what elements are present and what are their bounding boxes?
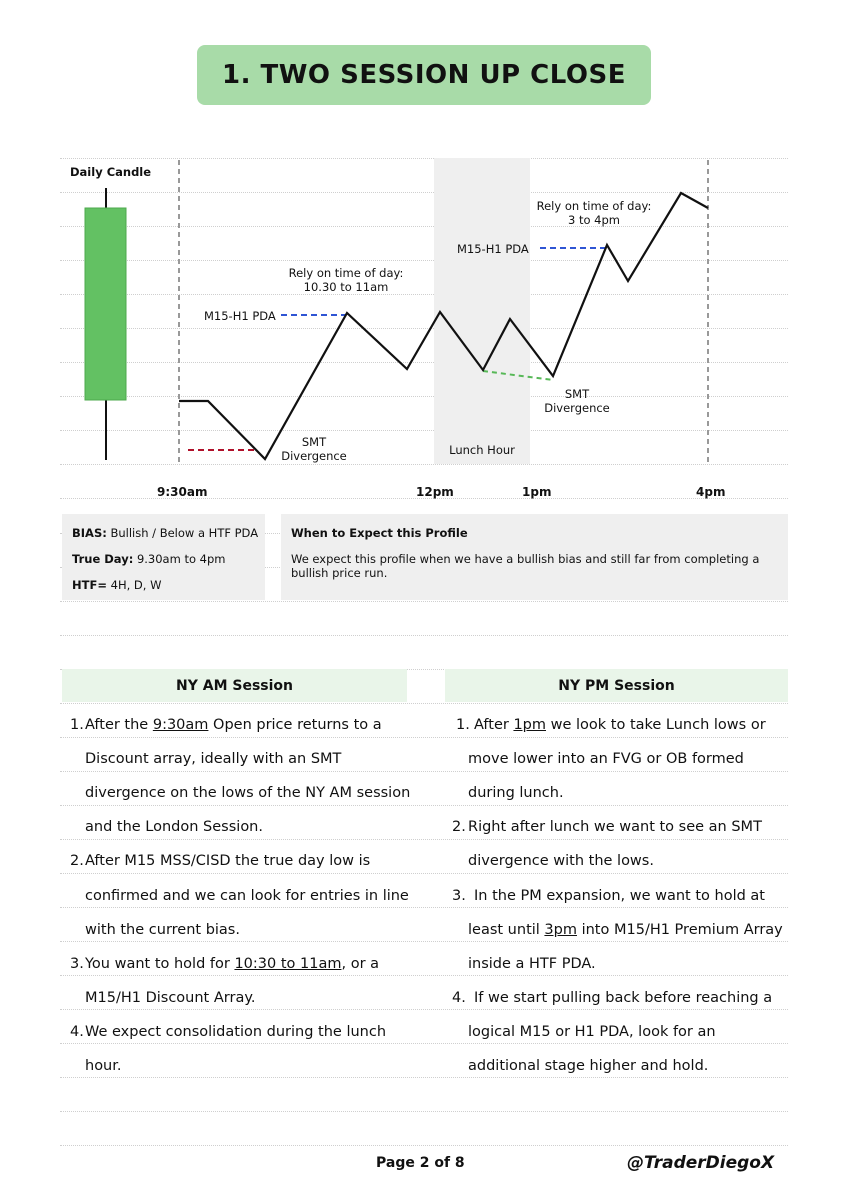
rule-line bbox=[60, 805, 788, 806]
pm-item-4-line2: logical M15 or H1 PDA, look for an bbox=[468, 1024, 716, 1040]
pm-item-1-line1: After 1pm we look to take Lunch lows or bbox=[474, 717, 766, 733]
page-number: Page 2 of 8 bbox=[376, 1155, 465, 1171]
smt-label-1-line1: SMT bbox=[301, 435, 327, 449]
am-item-4-line1: We expect consolidation during the lunch bbox=[85, 1024, 387, 1040]
am-item-2-number: 2. bbox=[70, 853, 84, 869]
rely-label-1 bbox=[276, 266, 416, 294]
rule-line bbox=[60, 941, 788, 942]
pm-item-2-number: 2. bbox=[452, 819, 466, 835]
pm-item-1-line3: during lunch. bbox=[468, 785, 564, 801]
rule-line bbox=[60, 839, 788, 840]
am-item-2-line1: After M15 MSS/CISD the true day low is bbox=[85, 853, 371, 869]
am-session-header: NY AM Session bbox=[62, 669, 407, 702]
am-item-3-number: 3. bbox=[70, 956, 84, 972]
author-handle: @TraderDiegoX bbox=[627, 1153, 775, 1173]
htf-row bbox=[72, 578, 161, 592]
bias-value: Bullish / Below a HTF PDA bbox=[110, 526, 259, 540]
pda-label-1: M15-H1 PDA bbox=[204, 309, 276, 323]
htf-value: 4H, D, W bbox=[110, 578, 162, 592]
rule-line bbox=[60, 1111, 788, 1112]
pm-item-4-number: 4. bbox=[452, 990, 466, 1006]
rule-line bbox=[60, 737, 788, 738]
daily-candle-label: Daily Candle bbox=[70, 165, 152, 179]
lunch-hour-label: Lunch Hour bbox=[449, 443, 515, 457]
am-item-2-line2: confirmed and we can look for entries in line bbox=[85, 888, 409, 904]
pm-item-4-line3: additional stage higher and hold. bbox=[468, 1058, 709, 1074]
time-4pm: 4pm bbox=[696, 485, 726, 499]
rely-label-2 bbox=[524, 199, 664, 227]
rule-line bbox=[60, 1145, 788, 1146]
pm-item-3-line3: inside a HTF PDA. bbox=[468, 956, 596, 972]
smt-label-1-line2: Divergence bbox=[281, 449, 347, 463]
am-item-4-line2: hour. bbox=[85, 1058, 122, 1074]
rule-line bbox=[60, 907, 788, 908]
am-item-1-number: 1. bbox=[70, 717, 84, 733]
rule-line bbox=[60, 1043, 788, 1044]
smt-label-2 bbox=[537, 387, 617, 415]
rule-line bbox=[60, 873, 788, 874]
am-item-1-line4: and the London Session. bbox=[85, 819, 263, 835]
trueday-label: True Day: bbox=[72, 552, 134, 566]
pm-item-4-line1: If we start pulling back before reaching a bbox=[474, 990, 773, 1006]
pm-item-3-line1: In the PM expansion, we want to hold at bbox=[474, 888, 765, 904]
am-item-4-number: 4. bbox=[70, 1024, 84, 1040]
rely-label-1-line1: Rely on time of day: bbox=[288, 266, 404, 280]
pm-session-header: NY PM Session bbox=[445, 669, 788, 702]
rule-line bbox=[60, 703, 788, 704]
am-item-2-line3: with the current bias. bbox=[85, 922, 240, 938]
pm-item-1-line2: move lower into an FVG or OB formed bbox=[468, 751, 744, 767]
page-title: 1. TWO SESSION UP CLOSE bbox=[222, 60, 626, 90]
expect-line-1: We expect this profile when we have a bullish bias and still far from completing a bbox=[291, 552, 760, 566]
session-diagram bbox=[0, 0, 849, 520]
rule-line bbox=[60, 975, 788, 976]
am-item-1-line1: After the 9:30am Open price returns to a bbox=[85, 717, 382, 733]
expect-box bbox=[281, 514, 788, 600]
pm-item-1-number: 1. bbox=[456, 717, 470, 733]
time-noon: 12pm bbox=[416, 485, 454, 499]
rule-line bbox=[60, 635, 788, 636]
bias-row bbox=[72, 526, 258, 540]
trueday-row bbox=[72, 552, 225, 566]
time-1pm: 1pm bbox=[522, 485, 552, 499]
rely-label-2-line2: 3 to 4pm bbox=[568, 213, 620, 227]
pm-item-2-line2: divergence with the lows. bbox=[468, 853, 654, 869]
bias-box bbox=[62, 514, 265, 600]
rely-label-1-line2: 10.30 to 11am bbox=[303, 280, 389, 294]
am-item-1-line2: Discount array, ideally with an SMT bbox=[85, 751, 342, 767]
pm-item-3-line2: least until 3pm into M15/H1 Premium Array bbox=[468, 922, 783, 938]
am-item-3-line1: You want to hold for 10:30 to 11am, or a bbox=[85, 956, 380, 972]
am-item-3-line2: M15/H1 Discount Array. bbox=[85, 990, 256, 1006]
rule-line bbox=[60, 1077, 788, 1078]
daily-candle-body bbox=[85, 208, 126, 400]
time-open: 9:30am bbox=[157, 485, 208, 499]
smt-label-2-line2: Divergence bbox=[544, 401, 610, 415]
rely-label-2-line1: Rely on time of day: bbox=[536, 199, 652, 213]
expect-title: When to Expect this Profile bbox=[291, 526, 468, 540]
lunch-hour-shade bbox=[434, 158, 530, 464]
bias-label: BIAS: bbox=[72, 526, 107, 540]
smt-label-1 bbox=[274, 435, 354, 463]
pm-item-3-number: 3. bbox=[452, 888, 466, 904]
rule-line bbox=[60, 1009, 788, 1010]
smt-label-2-line1: SMT bbox=[564, 387, 590, 401]
am-item-1-line3: divergence on the lows of the NY AM session bbox=[85, 785, 411, 801]
expect-line-2: bullish price run. bbox=[291, 566, 388, 580]
pm-item-2-line1: Right after lunch we want to see an SMT bbox=[468, 819, 762, 835]
htf-label: HTF= bbox=[72, 578, 107, 592]
pda-label-2: M15-H1 PDA bbox=[457, 242, 529, 256]
trueday-value: 9.30am to 4pm bbox=[136, 552, 226, 566]
rule-line bbox=[60, 771, 788, 772]
rule-line bbox=[60, 601, 788, 602]
